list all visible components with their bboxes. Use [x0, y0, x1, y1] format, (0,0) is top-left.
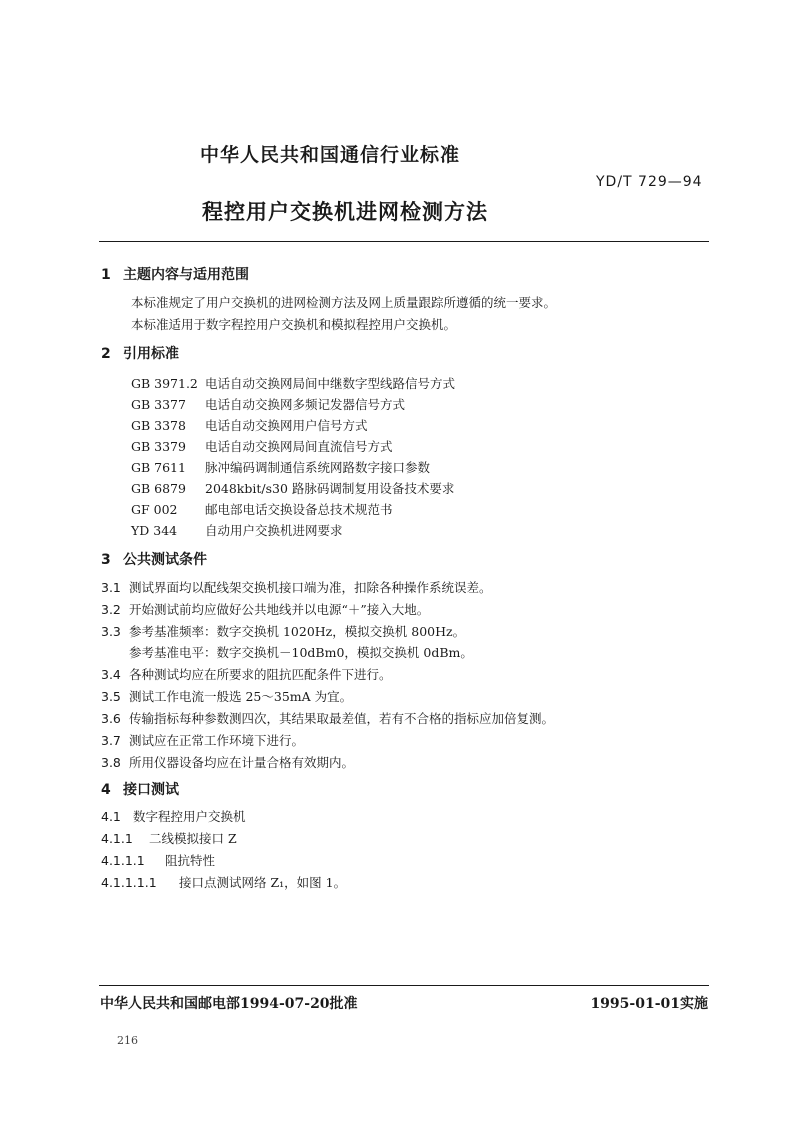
- item-text: 所用仪器设备均应在计量合格有效期内。: [129, 755, 355, 770]
- condition-item: [101, 600, 429, 618]
- reference-name: 邮电部电话交换设备总技术规范书: [205, 502, 393, 517]
- standard-code: YD/T 729—94: [596, 174, 703, 190]
- item-number: 4.1.1.1: [101, 853, 145, 868]
- reference-item: [131, 479, 454, 497]
- reference-code: GB 3377: [131, 397, 186, 412]
- paragraph: 本标准规定了用户交换机的进网检测方法及网上质量跟踪所遵循的统一要求。: [131, 295, 557, 310]
- reference-name: 2048kbit/s30 路脉码调制复用设备技术要求: [205, 481, 455, 496]
- item-text: 参考基准电平：数字交换机－10dBm0，模拟交换机 0dBm。: [129, 645, 473, 660]
- footer-divider: [99, 985, 709, 986]
- reference-code: GB 6879: [131, 481, 186, 496]
- item-text: 数字程控用户交换机: [133, 809, 246, 824]
- item-text: 测试工作电流一般选 25～35mA 为宜。: [129, 689, 353, 704]
- item-text: 接口点测试网络 Z₁，如图 1。: [179, 875, 347, 890]
- section-4-heading: [101, 779, 179, 799]
- section-1-heading: [101, 264, 249, 284]
- clause-item: [101, 829, 237, 847]
- reference-item: [131, 395, 405, 413]
- header-divider: [99, 241, 709, 242]
- reference-item: [131, 458, 430, 476]
- reference-code: YD 344: [131, 523, 178, 538]
- condition-item: [101, 665, 392, 683]
- item-text: 测试界面均以配线架交换机接口端为准，扣除各种操作系统误差。: [129, 580, 492, 595]
- item-number: 4.1: [101, 809, 121, 824]
- reference-name: 电话自动交换网局间中继数字型线路信号方式: [205, 376, 456, 391]
- section-number: 3: [101, 552, 111, 568]
- item-number: 3.7: [101, 733, 121, 748]
- section-3-heading: [101, 549, 207, 569]
- reference-code: GB 7611: [131, 460, 186, 475]
- reference-name: 电话自动交换网用户信号方式: [205, 418, 368, 433]
- reference-item: [131, 500, 393, 518]
- item-text: 传输指标每种参数测四次，其结果取最差值，若有不合格的指标应加倍复测。: [129, 711, 555, 726]
- item-number: 4.1.1: [101, 831, 133, 846]
- item-number: 3.6: [101, 711, 121, 726]
- section-number: 4: [101, 782, 111, 798]
- clause-item: [101, 873, 346, 891]
- reference-name: 电话自动交换网局间直流信号方式: [205, 439, 393, 454]
- page-number: 216: [117, 1034, 138, 1047]
- reference-code: GB 3378: [131, 418, 186, 433]
- section-number: 2: [101, 346, 111, 362]
- clause-item: [101, 807, 246, 825]
- issuing-authority: 中华人民共和国通信行业标准: [200, 144, 461, 166]
- implementation-date: 1995-01-01实施: [590, 996, 708, 1012]
- item-text: 各种测试均应在所要求的阻抗匹配条件下进行。: [129, 667, 392, 682]
- reference-code: GB 3379: [131, 439, 186, 454]
- paragraph: 本标准适用于数字程控用户交换机和模拟程控用户交换机。: [131, 317, 457, 332]
- document-title: 程控用户交换机进网检测方法: [202, 199, 488, 224]
- item-number: 3.4: [101, 667, 121, 682]
- reference-item: [131, 437, 393, 455]
- condition-item: [101, 709, 554, 727]
- reference-name: 电话自动交换网多频记发器信号方式: [205, 397, 406, 412]
- section-title: 引用标准: [123, 346, 179, 362]
- condition-item: [101, 731, 304, 749]
- section-title: 公共测试条件: [123, 552, 207, 568]
- condition-item: [101, 687, 352, 705]
- section-2-heading: [101, 343, 179, 363]
- approval-date: 中华人民共和国邮电部1994-07-20批准: [100, 996, 358, 1012]
- item-number: 3.1: [101, 580, 121, 595]
- item-number: 3.3: [101, 624, 121, 639]
- reference-item: [131, 374, 455, 392]
- reference-item: [131, 521, 343, 539]
- clause-item: [101, 851, 215, 869]
- item-number: 3.8: [101, 755, 121, 770]
- condition-item: [101, 753, 354, 771]
- section-title: 主题内容与适用范围: [123, 267, 249, 283]
- section-title: 接口测试: [123, 782, 179, 798]
- reference-code: GB 3971.2: [131, 376, 198, 391]
- item-text: 开始测试前均应做好公共地线并以电源“＋”接入大地。: [129, 602, 430, 617]
- reference-name: 自动用户交换机进网要求: [205, 523, 343, 538]
- item-number: 3.2: [101, 602, 121, 617]
- reference-name: 脉冲编码调制通信系统网路数字接口参数: [205, 460, 431, 475]
- condition-item-continuation: [129, 643, 473, 661]
- item-text: 参考基准频率：数字交换机 1020Hz，模拟交换机 800Hz。: [129, 624, 466, 639]
- condition-item: [101, 578, 492, 596]
- item-text: 二线模拟接口 Z: [149, 831, 237, 846]
- section-number: 1: [101, 267, 111, 283]
- condition-item: [101, 622, 465, 640]
- item-number: 4.1.1.1.1: [101, 875, 157, 890]
- reference-code: GF 002: [131, 502, 178, 517]
- reference-item: [131, 416, 368, 434]
- item-text: 阻抗特性: [165, 853, 216, 868]
- item-text: 测试应在正常工作环境下进行。: [129, 733, 305, 748]
- item-number: 3.5: [101, 689, 121, 704]
